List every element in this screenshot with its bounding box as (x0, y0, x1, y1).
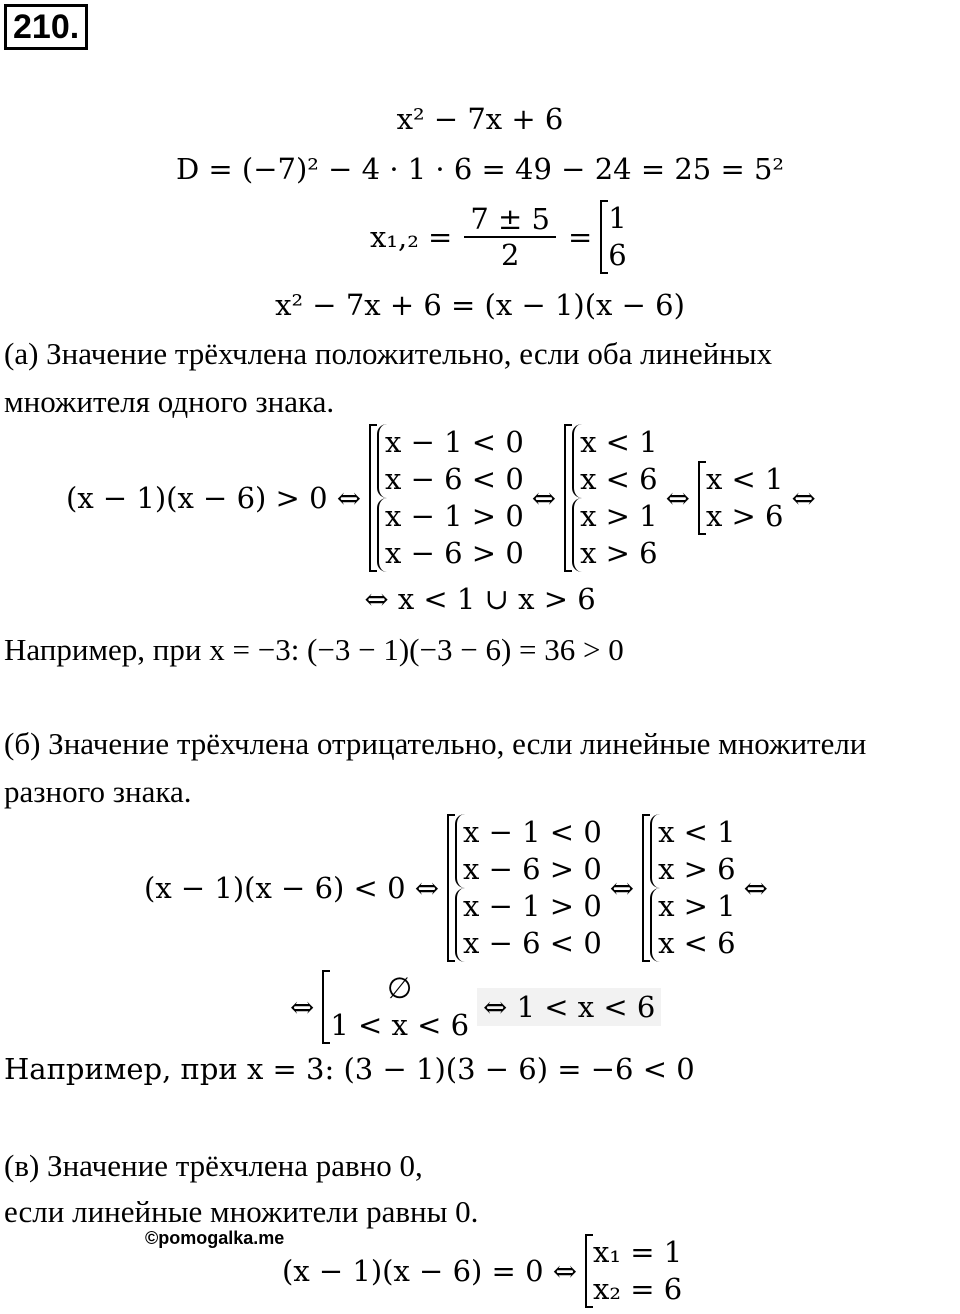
watermark: ©pomogalka.me (145, 1228, 285, 1248)
equiv-arrow: ⇔ (665, 481, 690, 515)
roots-formula (370, 200, 627, 274)
part-a-text-1: (а) Значение трёхчлена положительно, если оба линейных (4, 336, 773, 371)
ineq: x > 1 (658, 889, 736, 923)
ineq: x > 1 (580, 499, 658, 533)
roots-eq: = (567, 220, 593, 254)
part-a-set-3 (698, 461, 784, 535)
part-c-text-2: если линейные множители равны 0. (4, 1194, 479, 1229)
root-2: x₂ = 6 (593, 1272, 683, 1306)
ineq: x − 6 < 0 (463, 926, 602, 960)
empty-set: ∅ (387, 971, 413, 1005)
equiv-arrow: ⇔ (791, 481, 816, 515)
equiv-arrow: ⇔ (609, 871, 635, 905)
ineq: 1 < x < 6 (330, 1008, 470, 1042)
root-1: x₁ = 1 (593, 1235, 683, 1269)
polynomial: x² − 7x + 6 (396, 102, 564, 136)
part-c-equation (282, 1234, 682, 1308)
part-b-sys-2 (455, 888, 602, 962)
equiv-arrow: ⇔ (290, 990, 315, 1024)
factorization: x² − 7x + 6 = (x − 1)(x − 6) (275, 288, 685, 322)
part-a-sys-4 (572, 498, 658, 572)
ineq: x < 1 (580, 425, 658, 459)
ineq: x < 1 (658, 815, 736, 849)
part-c-lhs: (x − 1)(x − 6) = 0 ⇔ (282, 1254, 578, 1288)
part-b-set-1 (447, 814, 602, 962)
roots-fraction (464, 202, 556, 272)
part-b-text-2: разного знака. (4, 774, 192, 809)
ineq: x − 1 > 0 (385, 499, 524, 533)
equiv-arrow: ⇔ (531, 481, 557, 515)
ineq: x − 6 > 0 (385, 536, 524, 570)
ineq: x < 6 (658, 926, 736, 960)
part-b-lhs: (x − 1)(x − 6) < 0 ⇔ (144, 871, 440, 905)
part-b-sys-4 (650, 888, 736, 962)
part-a-text-2: множителя одного знака. (4, 384, 335, 419)
ineq: x < 1 (705, 462, 784, 496)
roots-lhs: x₁,₂ = (370, 220, 453, 254)
root-1: 1 (608, 201, 627, 235)
roots-denominator: 2 (500, 238, 520, 272)
ineq: x − 6 > 0 (463, 852, 602, 886)
part-a-result: ⇔ x < 1 ∪ x > 6 (364, 582, 596, 616)
part-b-example: Например, при x = 3: (3 − 1)(3 − 6) = −6 < 0 (4, 1052, 695, 1086)
ineq: x > 6 (580, 536, 658, 570)
part-a-sys-3 (572, 424, 658, 498)
part-b-set-2 (642, 814, 736, 962)
equiv-arrow: ⇔ (743, 871, 768, 905)
part-b-result-set (322, 970, 469, 1044)
roots-values (600, 200, 626, 274)
problem-number: 210. (4, 4, 88, 50)
part-b-sys-1 (455, 814, 602, 888)
ineq: x > 6 (705, 499, 784, 533)
part-b-result (290, 970, 661, 1044)
ineq: x − 6 < 0 (385, 462, 524, 496)
part-b-final-answer: ⇔ 1 < x < 6 (477, 988, 661, 1026)
part-b-text-1: (б) Значение трёхчлена отрицательно, если линейные множители (4, 726, 867, 761)
discriminant: D = (−7)² − 4 · 1 · 6 = 49 − 24 = 25 = 5² (175, 152, 785, 186)
part-a-example: Например, при x = −3: (−3 − 1)(−3 − 6) = 36 > 0 (4, 632, 624, 667)
part-a-system (66, 424, 816, 572)
part-b-system (144, 814, 768, 962)
ineq: x − 1 < 0 (463, 815, 602, 849)
part-a-sys-2 (377, 498, 524, 572)
part-a-sys-1 (377, 424, 524, 498)
part-c-roots (585, 1234, 682, 1308)
part-a-set-2 (564, 424, 658, 572)
root-2: 6 (608, 238, 627, 272)
ineq: x − 1 > 0 (463, 889, 602, 923)
ineq: x < 6 (580, 462, 658, 496)
roots-numerator: 7 ± 5 (464, 202, 556, 238)
part-a-set-1 (369, 424, 524, 572)
part-c-text-1: (в) Значение трёхчлена равно 0, (4, 1148, 423, 1183)
part-a-lhs: (x − 1)(x − 6) > 0 ⇔ (66, 481, 362, 515)
ineq: x > 6 (658, 852, 736, 886)
part-b-sys-3 (650, 814, 736, 888)
ineq: x − 1 < 0 (385, 425, 524, 459)
